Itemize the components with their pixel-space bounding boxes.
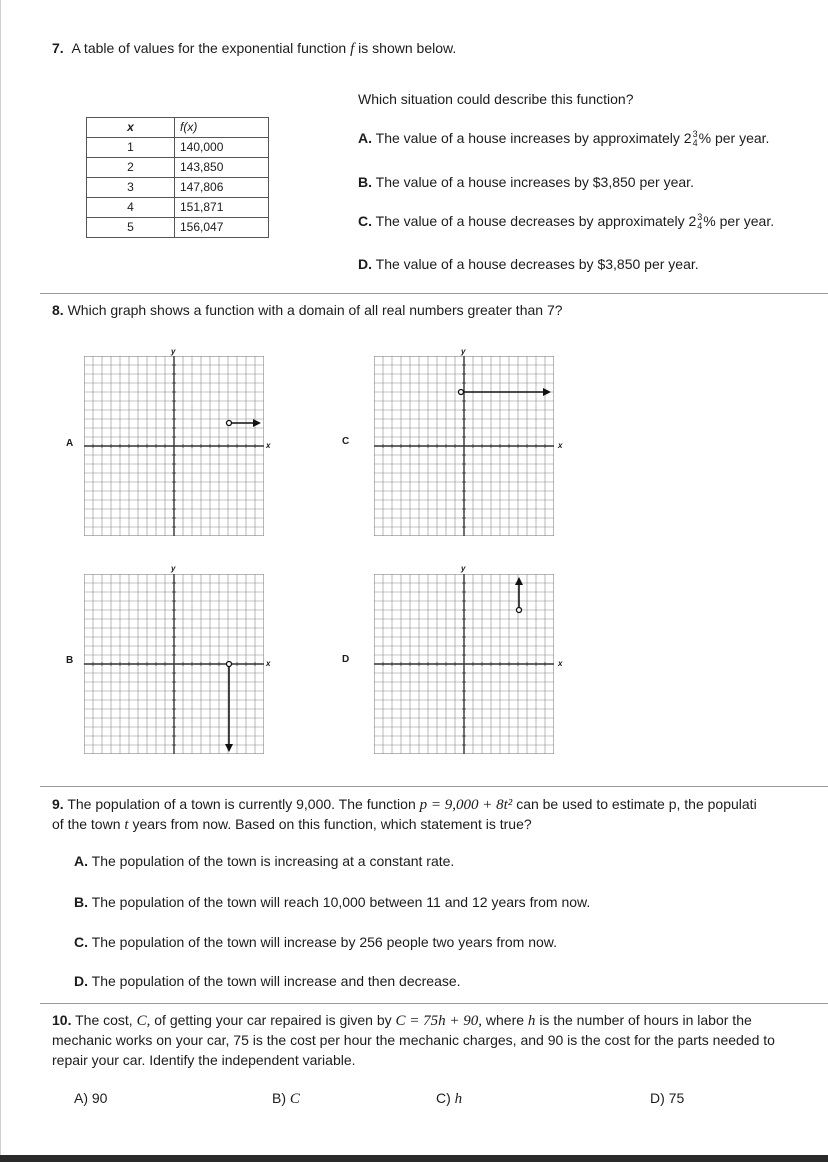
q10-line1-c: where [485,1012,525,1028]
q7-text-before: A table of values for the exponential function [71,40,347,56]
q9-option-b[interactable] [74,894,590,911]
x-axis-label: x [266,659,271,668]
arrow-head [253,419,261,427]
open-point [227,421,232,426]
q7-option-b[interactable] [358,174,694,191]
table-header-row [87,118,269,138]
option-text: The population of the town will increase and then decrease. [91,973,461,989]
page-left-border [0,0,1,1155]
q9-option-c[interactable] [74,934,557,951]
q7-option-d[interactable] [358,256,699,273]
open-point [517,608,522,613]
graph-b-curve [225,662,233,753]
coordinate-grid [84,574,264,754]
choice-value: h [454,1091,463,1107]
q10-choice-a[interactable] [74,1090,107,1107]
option-text: The value of a house decreases by approximately 2 [375,213,697,229]
q10-choice-b[interactable] [272,1090,300,1108]
fraction [697,213,702,231]
q10-prompt-line3: repair your car. Identify the independent variable. [52,1052,356,1068]
q8-text: Which graph shows a function with a domain of all real numbers greater than 7? [67,302,563,318]
choice-label: D) [650,1090,665,1106]
q9-line2-before: of the town [52,816,121,832]
coordinate-grid [374,574,554,754]
y-axis-label: y [171,347,176,356]
q10-choice-c[interactable] [436,1090,462,1108]
graph-letter: D [342,654,350,665]
choice-label: A) [74,1090,88,1106]
graph-d-curve [515,577,523,613]
q9-option-a[interactable] [74,853,454,870]
table-cell-x: 2 [87,158,175,178]
arrow-head [225,744,233,752]
q10-line1-b: of getting your car repaired is given by [154,1012,392,1028]
table-row [87,158,269,178]
option-suffix: % per year. [698,130,770,146]
q9-line1-before: The population of a town is currently 9,000. The function [67,796,416,812]
q7-number: 7. [52,40,64,56]
option-letter: A. [358,130,372,146]
q7-text-after: is shown below. [358,40,457,56]
choice-value: 90 [91,1090,108,1106]
x-axis-label: x [558,659,563,668]
table-row [87,218,269,238]
q7-values-table [86,117,269,238]
option-letter: D. [74,973,88,989]
option-text: The population of the town will reach 10,000 between 11 and 12 years from now. [91,894,591,910]
option-suffix: % per year. [703,213,775,229]
y-axis-label: y [461,347,466,356]
y-axis-label: y [171,564,176,573]
divider [40,786,828,787]
choice-value: 75 [668,1090,685,1106]
q9-line2-after: years from now. Based on this function, which statement is true? [132,816,532,832]
q9-option-d[interactable] [74,973,461,990]
q7-prompt [52,40,456,58]
table-row [87,138,269,158]
q10-line1-a: The cost, [75,1012,133,1028]
q9-equation: p = 9,000 + 8t² [419,797,513,813]
graph-c-curve [459,388,552,396]
table-header-fx: f(x) [175,118,269,138]
option-text: The population of the town is increasing at a constant rate. [91,853,455,869]
coordinate-grid [374,356,554,536]
q10-choice-d[interactable] [650,1090,684,1107]
q10-number: 10. [52,1012,72,1028]
fraction-numerator: 3 [692,129,698,140]
x-axis-label: x [558,441,563,450]
q10-line1-var2: h [527,1013,536,1029]
option-letter: B. [74,894,88,910]
option-letter: C. [358,213,372,229]
table-header-x: x [87,118,175,138]
fraction [693,130,698,148]
graph-b[interactable] [84,574,264,754]
graph-a-curve [227,419,262,427]
choice-label: B) [272,1090,286,1106]
divider [40,293,828,294]
fraction-numerator: 3 [697,212,703,223]
graph-c[interactable] [374,356,554,536]
table-cell-fx: 143,850 [175,158,269,178]
q8-number: 8. [52,302,64,318]
table-cell-fx: 147,806 [175,178,269,198]
option-letter: B. [358,174,372,190]
graph-d[interactable] [374,574,554,754]
option-text: The value of a house increases by approximately 2 [375,130,692,146]
q10-line1-d: is the number of hours in labor the [539,1012,752,1028]
y-axis-label: y [461,564,466,573]
choice-value: C [289,1091,300,1107]
coordinate-grid [84,356,264,536]
fraction-denominator: 4 [697,221,703,232]
choice-label: C) [436,1090,451,1106]
table-cell-x: 1 [87,138,175,158]
q10-line1-var: C, [136,1013,151,1029]
divider [40,1003,828,1004]
graph-letter: A [66,438,74,449]
option-text: The value of a house increases by $3,850 per year. [375,174,694,190]
q9-line2-var: t [124,817,129,833]
option-letter: A. [74,853,88,869]
q8-prompt [52,302,563,319]
table-cell-fx: 156,047 [175,218,269,238]
q7-option-c[interactable] [358,213,774,231]
open-point [459,390,464,395]
q10-prompt-line1 [52,1012,752,1030]
option-letter: C. [74,934,88,950]
arrow-head [543,388,551,396]
q10-prompt-line2: mechanic works on your car, 75 is the cost per hour the mechanic charges, and 90 is the cost for the parts needed to [52,1032,775,1048]
q9-prompt-line2 [52,816,532,834]
option-letter: D. [358,256,372,272]
table-cell-x: 3 [87,178,175,198]
table-cell-fx: 151,871 [175,198,269,218]
q7-option-a[interactable] [358,130,769,148]
q9-number: 9. [52,796,64,812]
x-axis-label: x [266,441,271,450]
table-cell-x: 4 [87,198,175,218]
option-text: The population of the town will increase by 256 people two years from now. [91,934,558,950]
table-cell-x: 5 [87,218,175,238]
table-cell-fx: 140,000 [175,138,269,158]
graph-letter: C [342,436,350,447]
graph-letter: B [66,655,74,666]
q7-question: Which situation could describe this function? [358,91,634,107]
open-point [227,662,232,667]
q7-fn-name: f [350,41,355,57]
q9-line1-after: can be used to estimate p, the populati [516,796,757,812]
table-row [87,198,269,218]
page-bottom-border [0,1155,828,1162]
option-text: The value of a house decreases by $3,850 per year. [375,256,699,272]
q10-line1-eq: C = 75h + 90, [395,1013,482,1029]
table-row [87,178,269,198]
q9-prompt-line1 [52,796,757,814]
graph-a[interactable] [84,356,264,536]
arrow-head [515,577,523,585]
fraction-denominator: 4 [692,138,698,149]
